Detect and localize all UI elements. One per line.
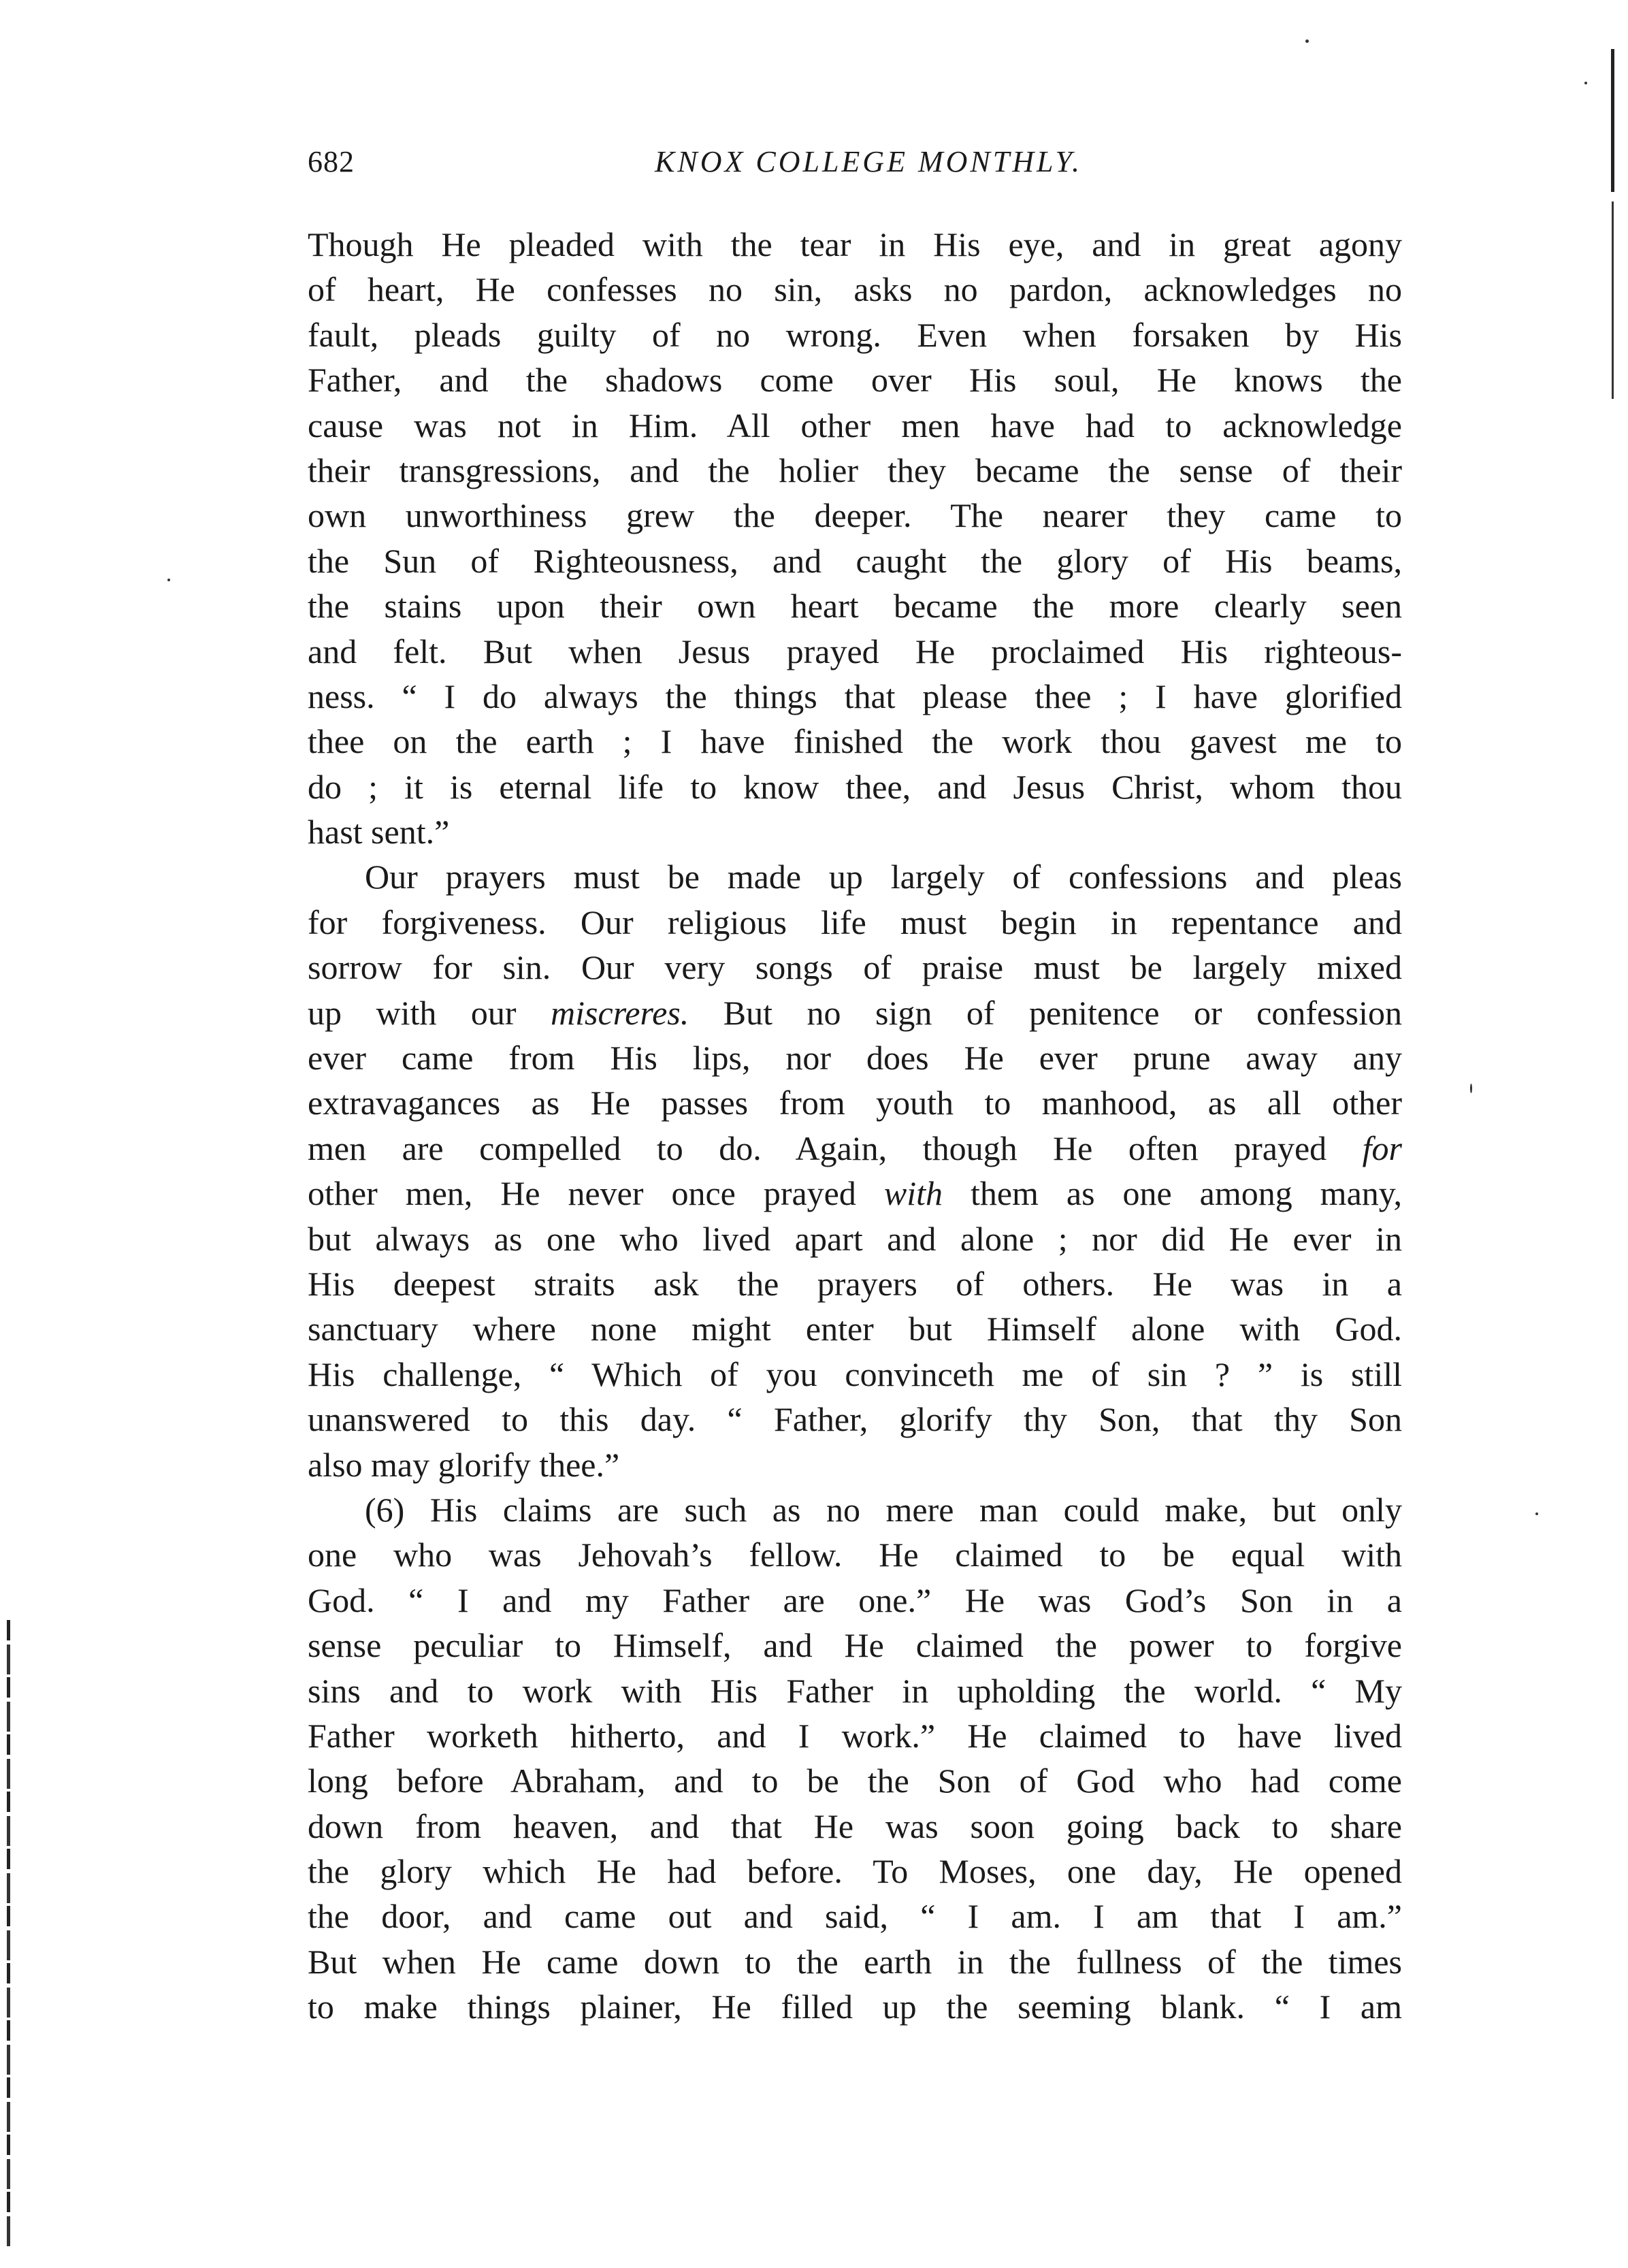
scan-speck [1584,82,1587,84]
text-fragment: men are compelled to do. Again, though He often prayed [308,1129,1327,1167]
text-line: His challenge, “ Which of you convinceth me of sin ? ” is still [308,1355,1402,1393]
journal-title: KNOX COLLEGE MONTHLY. [655,145,1082,178]
text-line: ness. “ I do always the things that please thee ; I have glorified [308,677,1402,715]
text-fragment: up with our [308,993,517,1032]
italic-word: for [1362,1129,1402,1167]
text-line: also may glorify thee.” [308,1445,620,1484]
text-line: Father, and the shadows come over His soul, He knows the [308,361,1402,400]
text-line: sanctuary where none might enter but Himself alone with God. [308,1310,1402,1348]
text-line: their transgressions, and the holier they became the sense of their [308,451,1402,489]
scan-speck [1470,1084,1472,1093]
text-line: the Sun of Righteousness, and caught the glory of His beams, [308,541,1402,580]
text-line: for forgiveness. Our religious life must begin in repentance and [308,903,1402,941]
text-line: and felt. But when Jesus prayed He proclaimed His righteous- [308,632,1402,670]
text-line: fault, pleads guilty of no wrong. Even when forsaken by His [308,315,1402,354]
margin-rule-right [1611,49,1614,192]
italic-word: with [883,1174,943,1213]
page-number: 682 [308,145,355,178]
text-line: Our prayers must be made up largely of confessions and pleas [365,858,1402,896]
text-line: one who was Jehovah’s fellow. He claimed to be equal with [308,1536,1402,1574]
text-line: to make things plainer, He filled up the seeming blank. “ I am [308,1988,1402,2026]
running-head [308,144,1402,185]
text-fragment: other men, He never once prayed [308,1174,856,1213]
margin-rule-right-lower [1612,201,1614,399]
text-line: of heart, He confesses no sin, asks no pardon, acknowledges no [308,270,1402,309]
text-line: cause was not in Him. All other men have had to acknowledge [308,406,1402,444]
scan-speck [1305,39,1309,43]
text-fragment: them as one among many, [970,1174,1403,1213]
text-line: the glory which He had before. To Moses, one day, He opened [308,1852,1402,1891]
text-line: But when He came down to the earth in the fullness of the times [308,1942,1402,1981]
text-line: sense peculiar to Himself, and He claimed the power to forgive [308,1626,1402,1665]
text-line: the door, and came out and said, “ I am. I am that I am.” [308,1897,1402,1936]
text-line [308,1126,1402,1171]
italic-word: miscreres. [551,993,689,1032]
text-line: extravagances as He passes from youth to manhood, as all other [308,1084,1402,1122]
text-line: but always as one who lived apart and alone ; nor did He ever in [308,1219,1402,1258]
scan-speck [1535,1512,1538,1515]
text-line: sins and to work with His Father in upholding the world. “ My [308,1671,1402,1710]
text-line [308,1171,1402,1216]
margin-rule-left [7,1620,10,2246]
text-line: sorrow for sin. Our very songs of praise must be largely mixed [308,948,1402,987]
text-line: ever came from His lips, nor does He ever prune away any [308,1039,1402,1078]
text-line: Father worketh hitherto, and I work.” He claimed to have lived [308,1716,1402,1755]
text-line: God. “ I and my Father are one.” He was God’s Son in a [308,1581,1402,1619]
text-line: His deepest straits ask the prayers of others. He was in a [308,1264,1402,1303]
text-line: thee on the earth ; I have finished the work thou gavest me to [308,722,1402,761]
text-line: own unworthiness grew the deeper. The nearer they came to [308,496,1402,535]
scan-speck [167,579,170,581]
text-line [308,990,1402,1035]
text-line: hast sent.” [308,813,450,852]
text-line: down from heaven, and that He was soon going back to share [308,1807,1402,1845]
text-line: long before Abraham, and to be the Son of God who had come [308,1762,1402,1800]
text-line: Though He pleaded with the tear in His eye, and in great agony [308,225,1402,263]
text-line: (6) His claims are such as no mere man could make, but only [365,1490,1402,1529]
body-text [308,222,1402,2030]
text-line: unanswered to this day. “ Father, glorify thy Son, that thy Son [308,1400,1402,1439]
text-line: do ; it is eternal life to know thee, and Jesus Christ, whom thou [308,767,1402,806]
text-fragment: But no sign of penitence or confession [723,993,1403,1032]
text-line: the stains upon their own heart became the more clearly seen [308,587,1402,626]
